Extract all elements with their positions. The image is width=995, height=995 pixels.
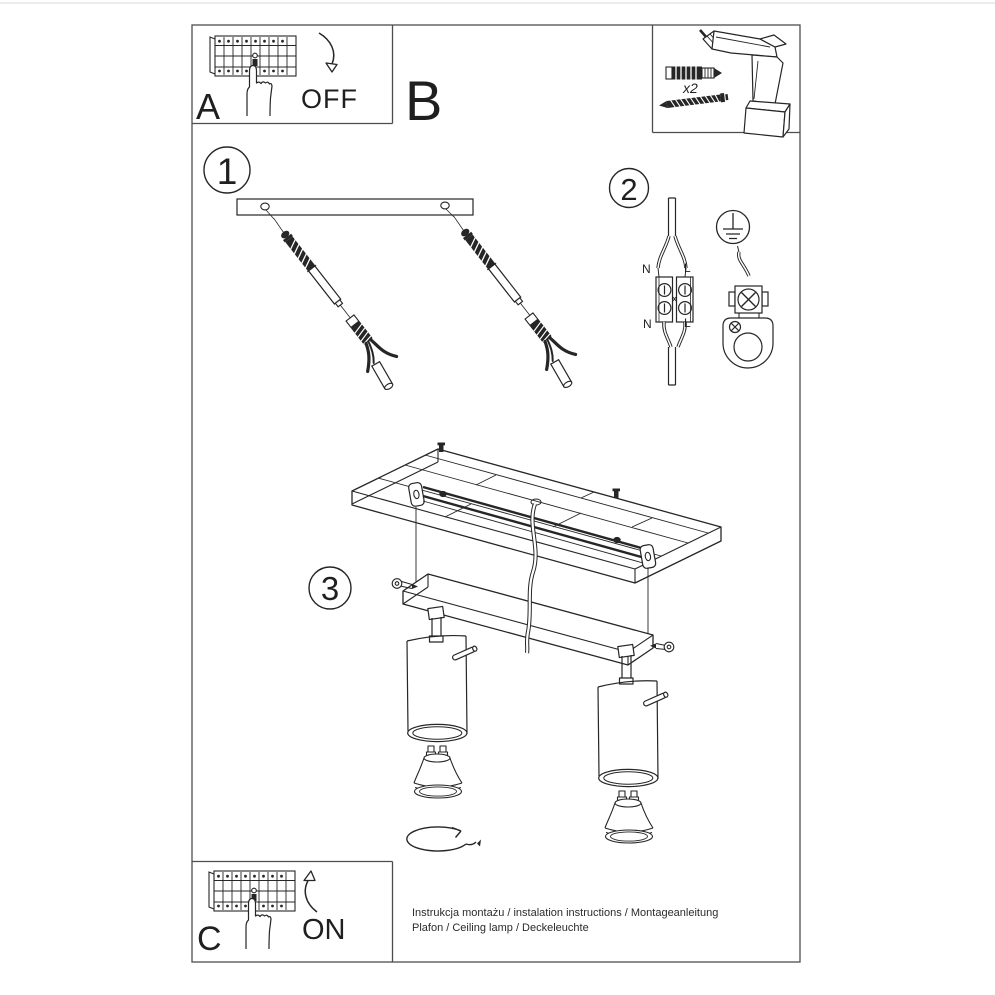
- mounting-strip-icon: [237, 199, 473, 215]
- wall-plug-right-icon: [514, 308, 589, 391]
- power-on-illustration: [209, 871, 317, 949]
- earth-symbol-icon: [717, 211, 750, 244]
- drill-icon: [700, 30, 790, 137]
- rotate-arrow-icon: [407, 827, 481, 851]
- wire-label-n-bottom: N: [643, 317, 652, 331]
- section-a-label: A: [196, 86, 221, 127]
- step1-illustration: [204, 147, 589, 393]
- step2-number: 2: [620, 172, 638, 207]
- ceiling-cup-icon: [723, 286, 773, 368]
- step1-number: 1: [216, 151, 238, 192]
- parts-box: [658, 30, 790, 137]
- footer-text: [412, 906, 718, 935]
- power-on-label: ON: [302, 914, 346, 946]
- parts-quantity-label: x2: [683, 80, 698, 96]
- terminal-block-icon: [656, 198, 693, 385]
- section-c-label: C: [197, 920, 222, 958]
- wall-plug-left-icon: [335, 310, 410, 393]
- spotlight-right-icon: [598, 645, 669, 787]
- wire-label-n-top: N: [642, 262, 651, 276]
- wire-label-l-bottom: L: [684, 316, 691, 330]
- gu10-bulb-right-icon: [605, 791, 653, 843]
- wire-label-l-top: L: [684, 261, 691, 275]
- board-screw-right-icon: [613, 489, 621, 499]
- wall-plug-icon: [666, 67, 722, 80]
- arrow-up-icon: [304, 871, 317, 912]
- footer-line2: Plafon / Ceiling lamp / Deckeleuchte: [412, 921, 589, 934]
- screw-diagonal-right-icon: [449, 213, 535, 318]
- arrow-down-icon: [319, 33, 337, 72]
- power-off-label: OFF: [301, 84, 358, 114]
- spotlight-left-icon: [407, 607, 478, 742]
- step3-number: 3: [320, 570, 340, 607]
- footer-line1: Instrukcja montażu / instalation instructions / Montageanleitung: [412, 907, 719, 919]
- screw-diagonal-left-icon: [269, 215, 355, 320]
- ground-wire-icon: [738, 246, 750, 276]
- gu10-bulb-left-icon: [414, 746, 462, 798]
- section-b-label: B: [405, 69, 443, 132]
- step3-illustration: [309, 443, 721, 851]
